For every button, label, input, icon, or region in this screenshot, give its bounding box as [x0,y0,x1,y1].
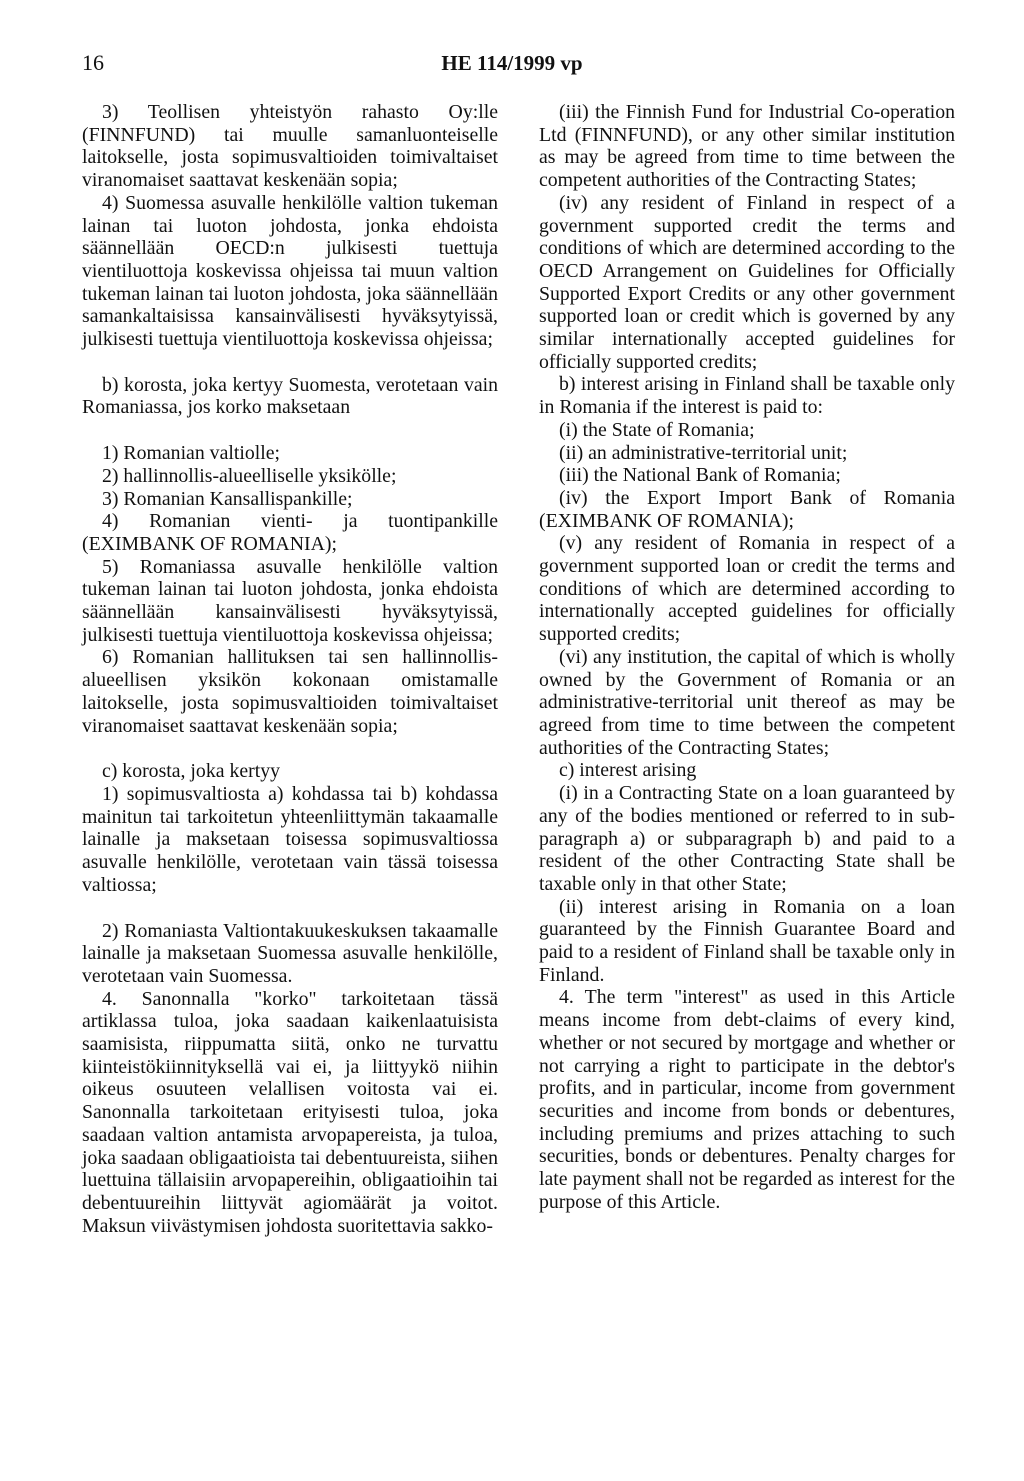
finnish-column [82,101,498,1237]
paragraph: 1) sopimusvaltiosta a) kohdassa tai b) kohdassa mainitun tai tarkoitetun yhteenliittymän takaamalle lainalle ja maksetaan toisessa sopimusvaltiossa asuvalle henkilölle, verotetaan vain tässä toisessa valtiossa; [82,782,498,896]
page-number: 16 [82,50,104,75]
paragraph: 6) Romanian hallituksen tai sen hallinnollis-alueellisen yksikön kokonaan omistamalle laitokselle, josta sopimusvaltioiden toimivaltaiset viranomaiset saattavat keskenään sopia; [82,646,498,737]
paragraph: (ii) an administrative-territorial unit; [559,441,848,464]
paragraph: (i) the State of Romania; [559,418,755,441]
paragraph: 4. Sanonnalla "korko" tarkoitetaan tässä artiklassa tuloa, joka saadaan kaikenlaatuisista saamisista, riippumatta siitä, onko ne turvattu kiinteistökiinnityksellä vai ei, ja liittyykö niihin oikeus osuuteen velallisen voitosta vai ei. Sanonnalla tarkoitetaan erityisesti tuloa, joka saadaan valtion antamista arvopapereista, ja tuloa, joka saadaan obligaatioista tai debentuureista, siihen luettuina tällaisiin arvopapereihin, obligaatioihin tai debentuureihin liittyvät agiomäärät ja voitot. Maksun viivästymisen johdosta suoritettavia sakko- [82,987,498,1237]
paragraph: (i) in a Contracting State on a loan guaranteed by any of the bodies mentioned or referred to in sub-paragraph a) or subparagraph b) and paid to a resident of the other Contracting State shall be taxable only in that other State; [539,782,955,895]
paragraph: (iv) the Export Import Bank of Romania (EXIMBANK OF ROMANIA); [539,486,955,532]
paragraph: b) interest arising in Finland shall be taxable only in Romania if the interest is paid to: [539,373,955,419]
english-column [539,101,955,1213]
running-head: HE 114/1999 vp [441,51,583,75]
paragraph: 4) Romanian vienti- ja tuontipankille (EXIMBANK OF ROMANIA); [82,510,498,555]
paragraph: c) interest arising [559,759,697,782]
paragraph: 2) hallinnollis-alueelliselle yksikölle; [102,464,397,487]
paragraph: (iii) the Finnish Fund for Industrial Co-operation Ltd (FINNFUND), or any other similar institution as may be agreed from time to time between the competent authorities of the Contracting States; [539,101,955,192]
paragraph: 4. The term "interest" as used in this Article means income from debt-claims of every kind, whether or not secured by mortgage and whether or not carrying a right to participate in the debtor's profits, and in particular, income from government securities and income from bonds or debentures, including premiums and prizes attaching to such securities, bonds or debentures. Penalty charges for late payment shall not be regarded as interest for the purpose of this Article. [539,986,955,1213]
paragraph: (iv) any resident of Finland in respect of a government supported credit the terms and conditions of which are determined according to the OECD Arrangement on Guidelines for Officially Supported Export Credits or any other government supported loan or credit which is governed by any similar internationally accepted guidelines for officially supported credits; [539,191,955,373]
paragraph: (ii) interest arising in Romania on a loan guaranteed by the Finnish Guarantee Board and paid to a resident of Finland shall be taxable only in Finland. [539,895,955,986]
paragraph: 2) Romaniasta Valtiontakuukeskuksen takaamalle lainalle ja maksetaan Suomessa asuvalle henkilölle, verotetaan vain Suomessa. [82,919,498,987]
paragraph: c) korosta, joka kertyy [102,760,280,783]
paragraph: b) korosta, joka kertyy Suomesta, verotetaan vain Romaniassa, jos korko maksetaan [82,373,498,419]
paragraph: 5) Romaniassa asuvalle henkilölle valtion tukeman lainan tai luoton johdosta, jonka ehdoista säännellään kansainvälisesti hyväksytyissä, julkisesti tuettuja vientiluottoja koskevissa ohjeissa; [82,555,498,646]
paragraph: 3) Romanian Kansallispankille; [102,487,353,510]
paragraph: 1) Romanian valtiolle; [102,442,280,465]
paragraph: (iii) the National Bank of Romania; [559,464,841,487]
paragraph: (vi) any institution, the capital of which is wholly owned by the Government of Romania or an administrative-territorial unit thereof as may be agreed from time to time between the competent authorities of the Contracting States; [539,645,955,759]
paragraph: 4) Suomessa asuvalle henkilölle valtion tukeman lainan tai luoton johdosta, jonka ehdoista säännellään OECD:n julkisesti tuettuja vientiluottoja koskevissa ohjeissa tai muun valtion tukeman lainan tai luoton johdosta, joka säännellään samankaltaisissa kansainvälisesti hyväksytyissä, julkisesti tuettuja vientiluottoja koskevissa ohjeissa; [82,191,498,351]
paragraph: (v) any resident of Romania in respect of a government supported loan or credit the terms and conditions of which are determined according to internationally accepted guidelines for officially supported credits; [539,532,955,646]
paragraph: 3) Teollisen yhteistyön rahasto Oy:lle (FINNFUND) tai muulle samanluonteiselle laitokselle, josta sopimusvaltioiden toimivaltaiset viranomaiset saattavat keskenään sopia; [82,101,498,192]
